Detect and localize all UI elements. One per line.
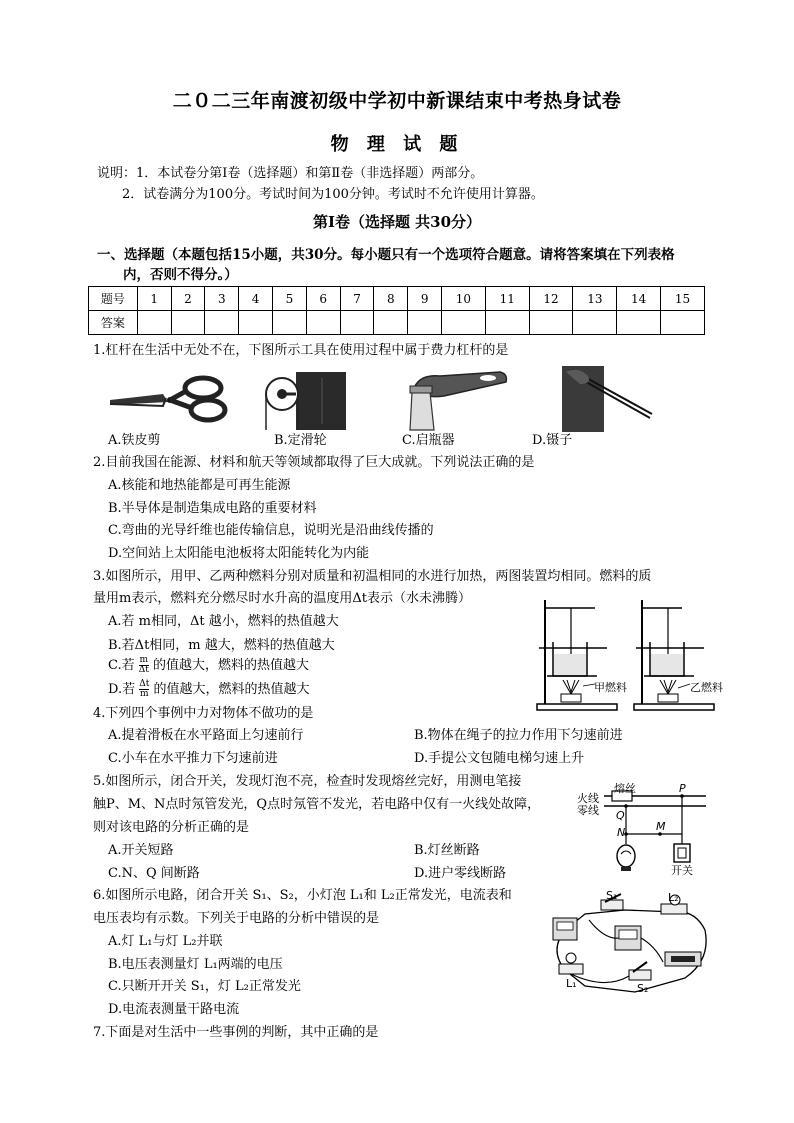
question-1-stem: 1.杠杆在生活中无处不在，下图所示工具在使用过程中属于费力杠杆的是 [93, 343, 509, 358]
label-point-p: P [679, 782, 686, 795]
question-3-option-a: A.若 m相同，Δt 越小，燃料的热值越大 [108, 614, 339, 629]
question-4-option-c: C.小车在水平推力下匀速前进 [108, 751, 278, 766]
question-7-stem: 7.下面是对生活中一些事例的判断，其中正确的是 [93, 1025, 379, 1040]
table-row-answers [89, 311, 705, 335]
row-label-answer: 答案 [89, 311, 138, 335]
fraction-m-over-dt: $\frac{m}{\Delta t}$ [138, 655, 149, 675]
question-number-cell: 4 [239, 287, 273, 311]
answer-cell[interactable] [374, 311, 408, 335]
question-4-option-b: B.物体在绳子的拉力作用下匀速前进 [414, 728, 623, 743]
table-row-numbers [89, 287, 705, 311]
question-number-cell: 1 [137, 287, 171, 311]
question-3-option-b: B.若Δt相同，m 越大，燃料的热值越大 [108, 638, 335, 653]
part-title-line-2: 内，否则不得分。） [123, 267, 238, 283]
answer-cell[interactable] [340, 311, 374, 335]
answer-cell[interactable] [408, 311, 442, 335]
label-fuel-yi: 乙燃料 [690, 681, 723, 694]
answer-cell[interactable] [529, 311, 573, 335]
tweezers-icon [558, 362, 658, 434]
question-number-cell: 15 [661, 287, 705, 311]
question-number-cell: 5 [272, 287, 306, 311]
question-number-cell: 11 [485, 287, 529, 311]
answer-cell[interactable] [573, 311, 617, 335]
question-number-cell: 10 [442, 287, 486, 311]
question-number-cell: 6 [306, 287, 340, 311]
question-number-cell: 13 [573, 287, 617, 311]
tin-snips-icon [108, 372, 228, 427]
question-number-cell: 2 [171, 287, 205, 311]
question-1-option-b: B.定滑轮 [274, 433, 327, 448]
note-line-1: 说明：1．本试卷分第Ⅰ卷（选择题）和第Ⅱ卷（非选择题）两部分。 [97, 166, 484, 181]
question-6-option-d: D.电流表测量干路电流 [108, 1002, 240, 1017]
part-title-line-1: 一、选择题（本题包括15小题，共30分。每小题只有一个选项符合题意。请将答案填在下列表格 [97, 247, 675, 263]
part-title [97, 245, 707, 285]
question-5-option-c: C.N、Q 间断路 [108, 866, 200, 881]
label-switch: 开关 [671, 864, 693, 877]
question-5-option-d: D.进户零线断路 [414, 866, 507, 881]
label-s1: S₁ [606, 889, 618, 902]
question-3-stem-line-1: 3.如图所示，用甲、乙两种燃料分别对质量和初温相同的水进行加热，两图装置均相同。燃料的质 [93, 569, 652, 584]
question-number-cell: 14 [617, 287, 661, 311]
label-l2: L₂ [668, 891, 679, 904]
question-3-option-c: C.若 $\frac{m}{\Delta t}$ 的值越大，燃料的热值越大 [108, 655, 310, 675]
question-2-option-a: A.核能和地热能都是可再生能源 [108, 478, 291, 493]
answer-cell[interactable] [617, 311, 661, 335]
question-1-option-a: A.铁皮剪 [108, 433, 161, 448]
fixed-pulley-icon [262, 372, 347, 432]
question-5-stem-line-2: 触P、M、N点时氖管发光，Q点时氖管不发光，若电路中仅有一火线处故障， [93, 797, 541, 812]
question-5-option-a: A.开关短路 [108, 843, 174, 858]
answer-cell[interactable] [205, 311, 239, 335]
question-number-cell: 3 [205, 287, 239, 311]
question-number-cell: 9 [408, 287, 442, 311]
answer-cell[interactable] [272, 311, 306, 335]
answer-cell[interactable] [137, 311, 171, 335]
subject-title: 物 理 试 题 [330, 134, 464, 155]
question-number-cell: 8 [374, 287, 408, 311]
question-2-option-b: B.半导体是制造集成电路的重要材料 [108, 501, 317, 516]
question-1-option-d: D.镊子 [532, 433, 573, 448]
label-fuel-jia: 甲燃料 [594, 681, 627, 694]
question-2-option-c: C.弯曲的光导纤维也能传输信息，说明光是沿曲线传播的 [108, 523, 434, 538]
label-l1: L₁ [566, 977, 577, 990]
question-4-stem: 4.下列四个事例中力对物体不做功的是 [93, 706, 314, 721]
answer-table [88, 286, 705, 335]
label-point-m: M [656, 820, 666, 833]
answer-cell[interactable] [239, 311, 273, 335]
question-5-stem-line-1: 5.如图所示，闭合开关，发现灯泡不亮，检查时发现熔丝完好，用测电笔接 [93, 774, 522, 789]
question-4-option-a: A.提着滑板在水平路面上匀速前行 [108, 728, 304, 743]
answer-cell[interactable] [306, 311, 340, 335]
bottle-opener-icon [400, 368, 510, 433]
answer-cell[interactable] [661, 311, 705, 335]
label-point-n: N [617, 826, 626, 839]
label-s2: S₂ [637, 982, 649, 995]
exam-title: 二０二三年南渡初级中学初中新课结束中考热身试卷 [172, 90, 622, 112]
label-point-q: Q [616, 809, 625, 822]
question-1-option-c: C.启瓶器 [402, 433, 455, 448]
question-6-option-c: C.只断开开关 S₁，灯 L₂正常发光 [108, 979, 301, 994]
note-line-2: 2．试卷满分为100分。考试时间为100分钟。考试时不允许使用计算器。 [122, 187, 544, 202]
question-4-option-d: D.手提公文包随电梯匀速上升 [414, 751, 585, 766]
question-6-option-a: A.灯 L₁与灯 L₂并联 [108, 934, 223, 949]
label-fuse: 熔丝 [614, 782, 636, 795]
question-number-cell: 12 [529, 287, 573, 311]
question-2-stem: 2.目前我国在能源、材料和航天等领域都取得了巨大成就。下列说法正确的是 [93, 455, 535, 470]
row-label-number: 题号 [89, 287, 138, 311]
label-neutral-wire: 零线 [577, 804, 599, 817]
question-2-option-d: D.空间站上太阳能电池板将太阳能转化为内能 [108, 546, 370, 561]
answer-cell[interactable] [442, 311, 486, 335]
question-3-option-d: D.若 $\frac{\Delta t}{m}$ 的值越大，燃料的热值越大 [108, 679, 310, 699]
question-6-stem-line-2: 电压表均有示数。下列关于电路的分析中错误的是 [93, 911, 380, 926]
answer-cell[interactable] [171, 311, 205, 335]
fraction-dt-over-m: $\frac{\Delta t}{m}$ [139, 679, 150, 699]
question-6-option-b: B.电压表测量灯 L₁两端的电压 [108, 957, 283, 972]
question-3-stem-line-2: 量用m表示，燃料充分燃尽时水升高的温度用Δt表示（水未沸腾） [93, 591, 471, 606]
question-6-stem-line-1: 6.如图所示电路，闭合开关 S₁、S₂，小灯泡 L₁和 L₂正常发光，电流表和 [93, 888, 512, 903]
question-5-stem-line-3: 则对该电路的分析正确的是 [93, 820, 250, 835]
question-number-cell: 7 [340, 287, 374, 311]
answer-cell[interactable] [485, 311, 529, 335]
label-live-wire: 火线 [577, 792, 599, 805]
question-5-option-b: B.灯丝断路 [414, 843, 480, 858]
section-title: 第Ⅰ卷（选择题 共30分） [312, 213, 482, 231]
